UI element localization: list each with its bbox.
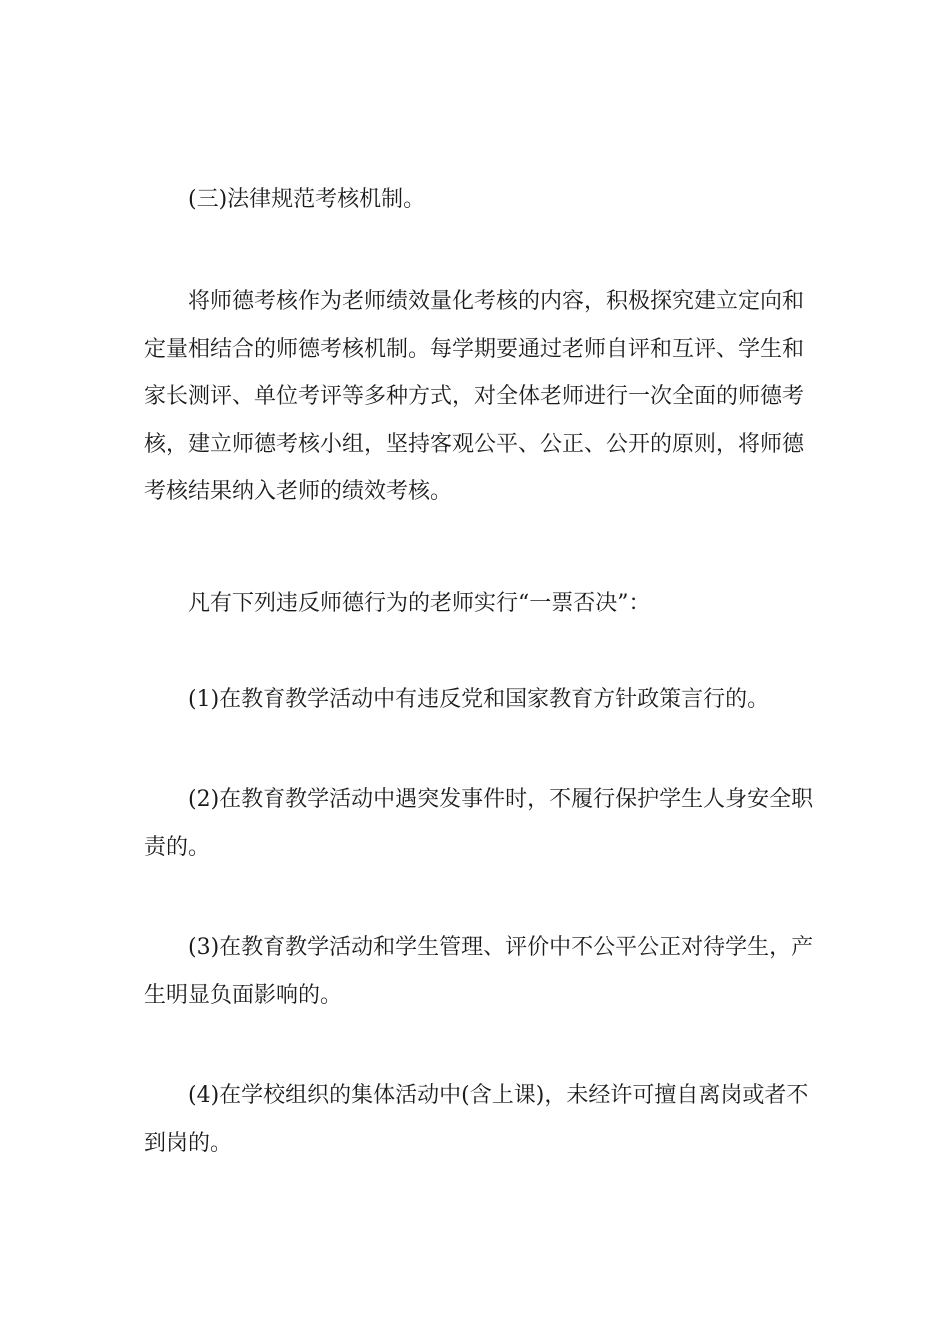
- section-heading: (三)法律规范考核机制。: [188, 187, 426, 212]
- list-item-2: (2)在教育教学活动中遇突发事件时，不履行保护学生人身安全职责的。: [144, 787, 814, 860]
- paragraph-veto-intro: 凡有下列违反师德行为的老师实行“一票否决”：: [188, 591, 651, 616]
- paragraph-assessment-mechanism: 将师德考核作为老师绩效量化考核的内容，积极探究建立定向和定量相结合的师德考核机制。每学期要通过老师自评和互评、学生和家长测评、单位考评等多种方式，对全体老师进行一次全面的师德考核，建立师德考核小组，坚持客观公平、公正、公开的原则，将师德考核结果纳入老师的绩效考核。: [144, 289, 805, 504]
- list-item-1: (1)在教育教学活动中有违反党和国家教育方针政策言行的。: [188, 687, 770, 712]
- list-item-3: (3)在教育教学活动和学生管理、评价中不公平公正对待学生，产生明显负面影响的。: [144, 935, 814, 1008]
- list-item-4: (4)在学校组织的集体活动中(含上课)，未经许可擅自离岗或者不到岗的。: [144, 1083, 809, 1156]
